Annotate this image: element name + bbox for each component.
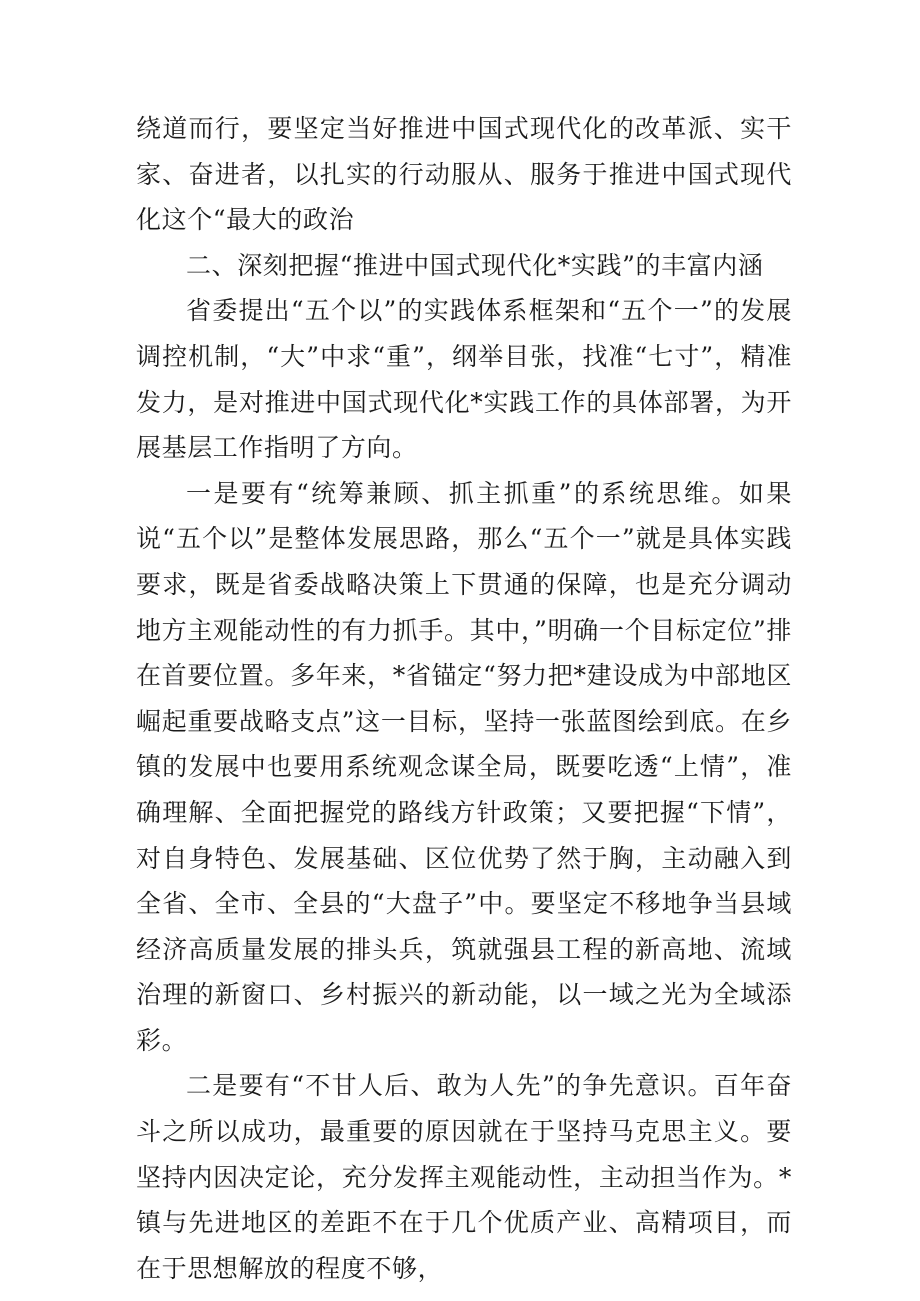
section-heading: 二、深刻把握“推进中国式现代化*实践”的丰富内涵 <box>186 250 764 280</box>
paragraph-point-one: 一是要有“统筹兼顾、抓主抓重”的系统思维。如果说“五个以”是整体发展思路，那么“五个一”就是具体实践要求，既是省委战略决策上下贯通的保障，也是充分调动地方主观能动性的有力抓手。其中，”明确一个目标定位”排在首要位置。多年来，*省锚定“努力把*建设成为中部地区崛起重要战略支点”这一目标，坚持一张蓝图绘到底。在乡镇的发展中也要用系统观念谋全局，既要吃透“上情”，准确理解、全面把握党的路线方针政策；又要把握“下情”，对自身特色、发展基础、区位优势了然于胸，主动融入到全省、全市、全县的“大盘子”中。要坚定不移地争当县域经济高质量发展的排头兵，筑就强县工程的新高地、流域治理的新窗口、乡村振兴的新动能，以一域之光为全域添彩。 <box>136 478 792 1055</box>
document-body <box>136 106 792 1291</box>
paragraph-point-two: 二是要有“不甘人后、敢为人先”的争先意识。百年奋斗之所以成功，最重要的原因就在于坚持马克思主义。要坚持内因决定论，充分发挥主观能动性，主动担当作为。*镇与先进地区的差距不在于几个优质产业、高精项目，而在于思想解放的程度不够， <box>136 1071 792 1283</box>
paragraph-continuation: 绕道而行，要坚定当好推进中国式现代化的改革派、实干家、奋进者，以扎实的行动服从、服务于推进中国式现代化这个“最大的政治 <box>136 114 792 235</box>
paragraph-intro: 省委提出“五个以”的实践体系框架和“五个一”的发展调控机制，“大”中求“重”，纲举目张，找准“七寸”，精准发力，是对推进中国式现代化*实践工作的具体部署，为开展基层工作指明了方向。 <box>136 296 792 463</box>
